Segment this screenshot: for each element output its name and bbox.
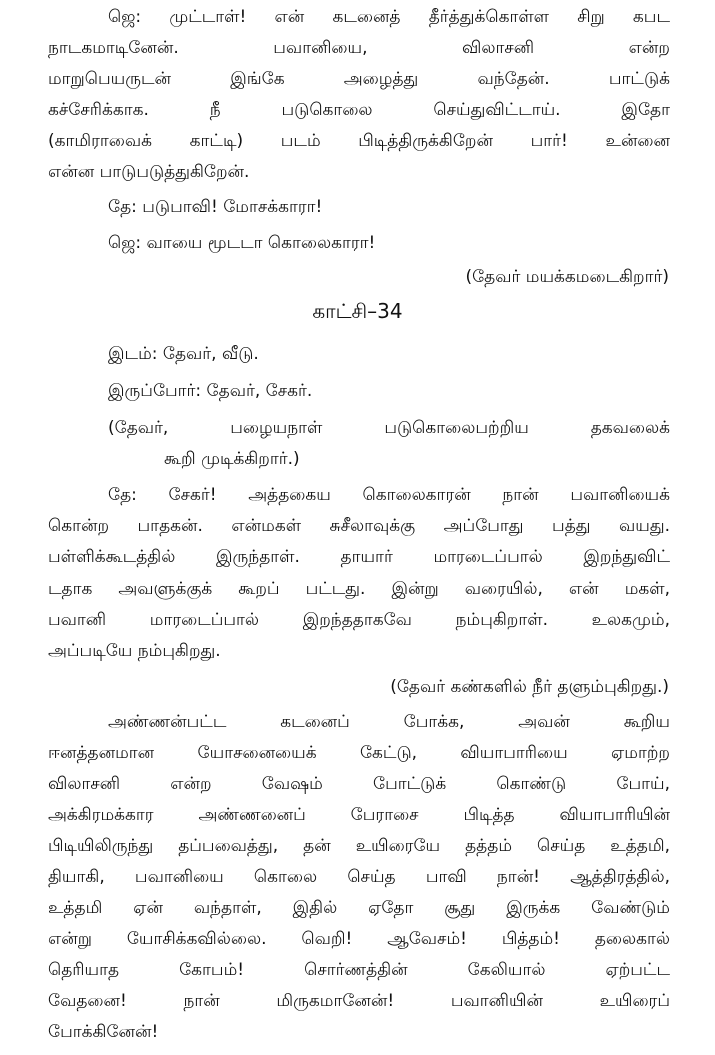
dialogue-line: அண்ணன்பட்ட கடனைப் போக்க, அவன் கூறிய [108, 712, 670, 732]
scene-characters: இருப்போர்: தேவர், சேகர். [108, 381, 313, 401]
dialogue-line: (காமிராவைக் காட்டி) படம் பிடித்திருக்கிறேன் பார்! உன்னை [48, 131, 670, 151]
dialogue-line: நாடகமாடினேன். பவானியை, விலாசனி என்ற [48, 38, 670, 58]
dialogue-line: விலாசனி என்ற வேஷம் போட்டுக் கொண்டு போய், [48, 774, 670, 794]
dialogue-line: ஈனத்தனமான யோசனையைக் கேட்டு, வியாபாரியை ஏமாற்ற [48, 743, 670, 763]
dialogue-line: பள்ளிக்கூடத்தில் இருந்தாள். தாயார் மாரடைப்பால் இறந்துவிட் [48, 547, 670, 567]
dialogue-line: பிடியிலிருந்து தப்பவைத்து, தன் உயிரையே தத்தம் செய்த உத்தமி, [48, 836, 670, 856]
scene-place: இடம்: தேவர், வீடு. [108, 344, 259, 364]
dialogue-line: என்று யோசிக்கவில்லை. வெறி! ஆவேசம்! பித்தம்! தலைகால் [48, 929, 670, 949]
dialogue-line: தெரியாத கோபம்! சொர்ணத்தின் கேலியால் ஏற்பட்ட [48, 960, 670, 980]
stage-direction: (தேவர், பழையநாள் படுகொலைபற்றிய தகவலைக் [108, 418, 670, 438]
dialogue-line: உத்தமி ஏன் வந்தாள், இதில் ஏதோ சூது இருக்க வேண்டும் [48, 898, 670, 918]
stage-direction: (தேவர் கண்களில் நீர் தளும்புகிறது.) [390, 677, 669, 697]
dialogue-line: அப்படியே நம்புகிறது. [48, 641, 221, 661]
dialogue-line: டதாக அவளுக்குக் கூறப் பட்டது. இன்று வரையில், என் மகள், [48, 579, 670, 599]
dialogue-line: ஜெ: முட்டாள்! என் கடனைத் தீர்த்துக்கொள்ள சிறு கபட [108, 7, 670, 27]
thevar-line: தே: படுபாவி! மோசக்காரா! [108, 197, 323, 217]
dialogue-line: தே: சேகர்! அத்தகைய கொலைகாரன் நான் பவானியைக் [108, 485, 670, 505]
dialogue-line: கச்சேரிக்காக. நீ படுகொலை செய்துவிட்டாய். இதோ [48, 100, 670, 120]
dialogue-line: போக்கினேன்! [48, 1022, 159, 1042]
dialogue-line: என்ன பாடுபடுத்துகிறேன். [48, 162, 250, 182]
dialogue-line: தியாகி, பவானியை கொலை செய்த பாவி நான்! ஆத்திரத்தில், [48, 867, 670, 887]
stage-direction: கூறி முடிக்கிறார்.) [164, 449, 300, 469]
stage-direction: (தேவர் மயக்கமடைகிறார்) [465, 267, 669, 287]
dialogue-line: அக்கிரமக்கார அண்ணனைப் பேராசை பிடித்த வியாபாரியின் [48, 805, 670, 825]
jeya-line: ஜெ: வாயை மூடடா கொலைகாரா! [108, 233, 376, 253]
dialogue-line: பவானி மாரடைப்பால் இறந்ததாகவே நம்புகிறாள். உலகமும், [48, 610, 670, 630]
dialogue-line: வேதனை! நான் மிருகமானேன்! பவானியின் உயிரைப் [48, 991, 670, 1011]
dialogue-line: மாறுபெயருடன் இங்கே அழைத்து வந்தேன். பாட்டுக் [48, 69, 670, 89]
scene-title: காட்சி–34 [312, 299, 403, 323]
dialogue-line: கொன்ற பாதகன். என்மகள் சுசீலாவுக்கு அப்போது பத்து வயது. [48, 516, 670, 536]
